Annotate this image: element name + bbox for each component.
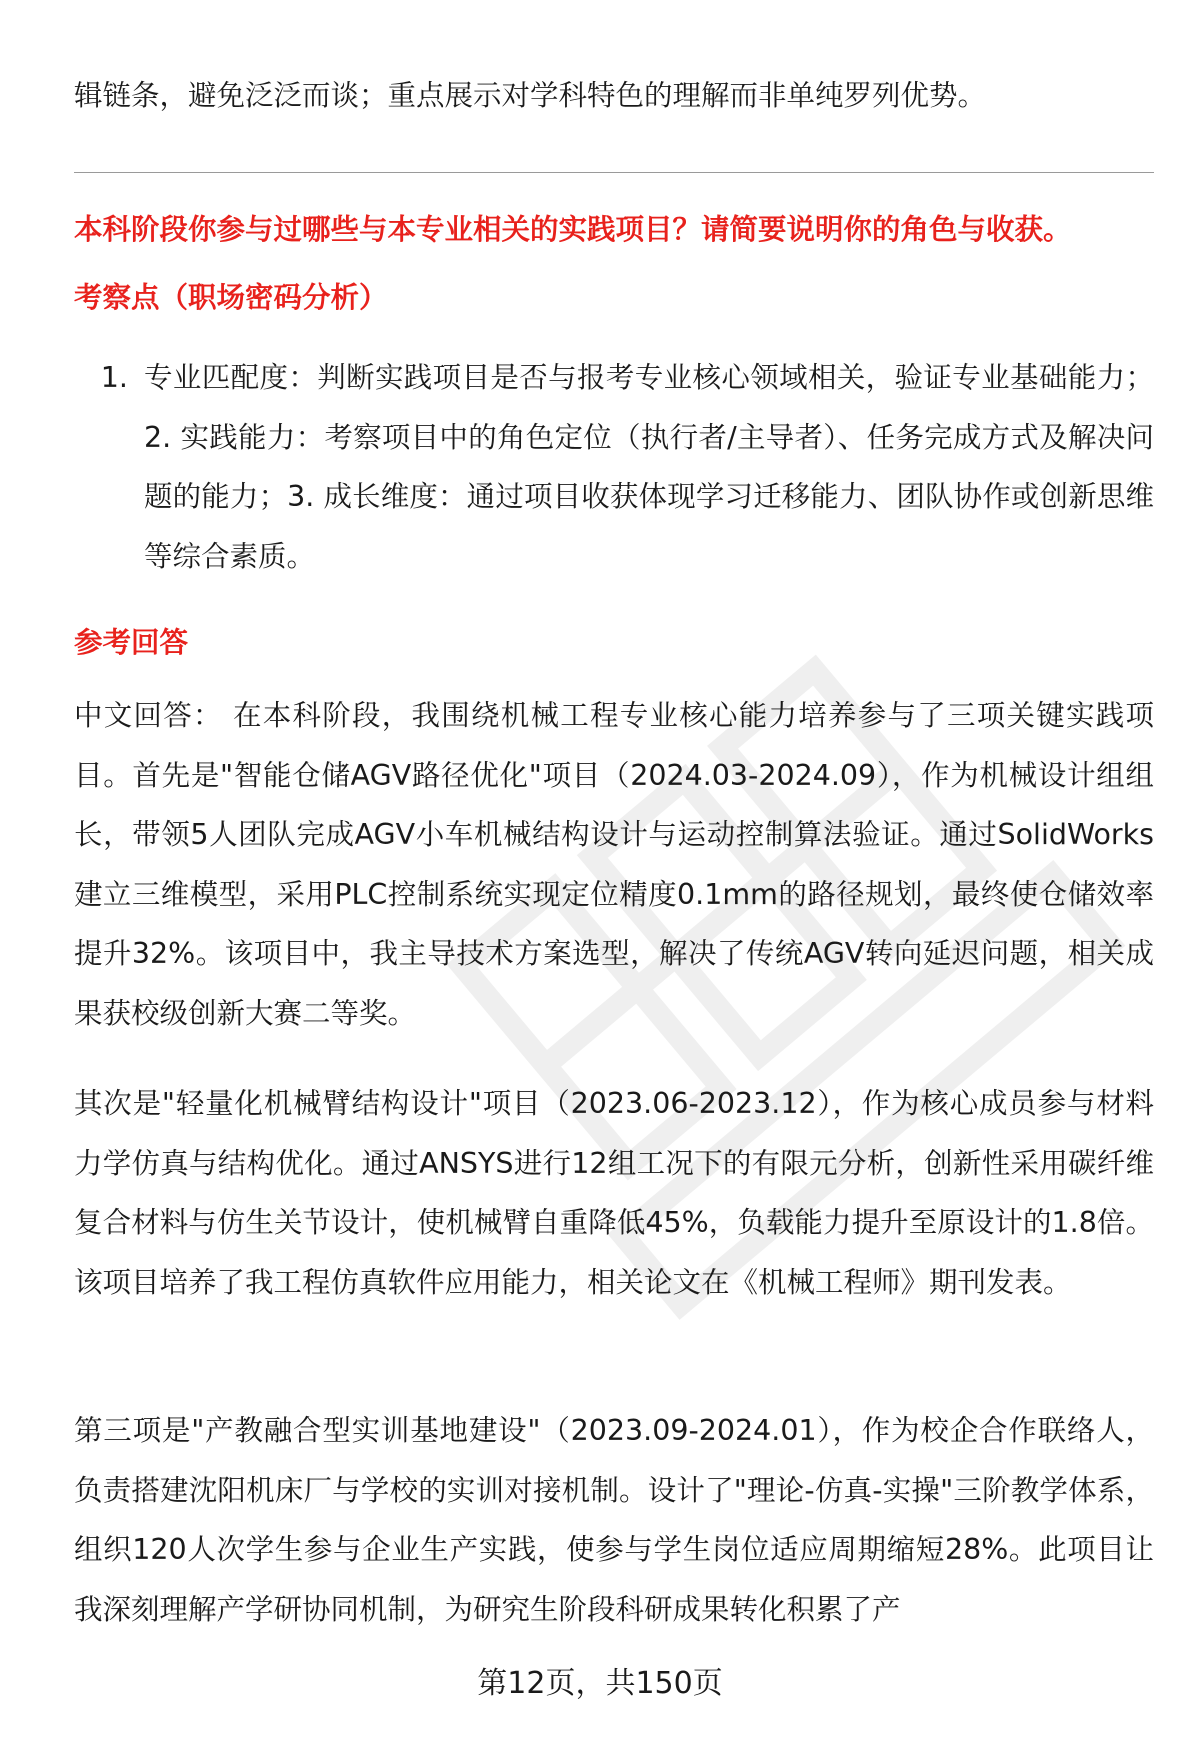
page-footer: 第12页，共150页 xyxy=(477,1666,723,1701)
exam-points-text: 专业匹配度：判断实践项目是否与报考专业核心领域相关，验证专业基础能力；2. 实践能力：考察项目中的角色定位（执行者/主导者）、任务完成方式及解决问题的能力；3. 成长维度：通过项目收获体现学习迁移能力、团队协作或创新思维等综合素质。 xyxy=(144,361,1154,573)
answer-paragraph-3: 第三项是"产教融合型实训基地建设"（2023.09-2024.01），作为校企合作联络人，负责搭建沈阳机床厂与学校的实训对接机制。设计了"理论-仿真-实操"三阶教学体系，组织120人次学生参与企业生产实践，使参与学生岗位适应周期缩短28%。此项目让我深刻理解产学研协同机制，为研究生阶段科研成果转化积累了产 xyxy=(74,1414,1154,1626)
continuation-text: 辑链条，避免泛泛而谈；重点展示对学科特色的理解而非单纯罗列优势。 xyxy=(74,79,987,112)
list-number: 1. xyxy=(100,361,128,394)
reference-answer-heading: 参考回答 xyxy=(74,626,189,659)
question-title: 本科阶段你参与过哪些与本专业相关的实践项目？请简要说明你的角色与收获。 xyxy=(74,213,1072,246)
exam-points-list xyxy=(74,348,1154,586)
exam-points-heading: 考察点（职场密码分析） xyxy=(74,281,388,314)
section-divider xyxy=(74,172,1154,173)
answer-paragraph-1: 中文回答： 在本科阶段，我围绕机械工程专业核心能力培养参与了三项关键实践项目。首先是"智能仓储AGV路径优化"项目（2024.03-2024.09），作为机械设计组组长，带领5人团队完成AGV小车机械结构设计与运动控制算法验证。通过SolidWorks建立三维模型，采用PLC控制系统实现定位精度0.1mm的路径规划，最终使仓储效率提升32%。该项目中，我主导技术方案选型，解决了传统AGV转向延迟问题，相关成果获校级创新大赛二等奖。 xyxy=(74,699,1154,1030)
answer-paragraph-2: 其次是"轻量化机械臂结构设计"项目（2023.06-2023.12），作为核心成员参与材料力学仿真与结构优化。通过ANSYS进行12组工况下的有限元分析，创新性采用碳纤维复合材料与仿生关节设计，使机械臂自重降低45%，负载能力提升至原设计的1.8倍。该项目培养了我工程仿真软件应用能力，相关论文在《机械工程师》期刊发表。 xyxy=(74,1087,1154,1299)
